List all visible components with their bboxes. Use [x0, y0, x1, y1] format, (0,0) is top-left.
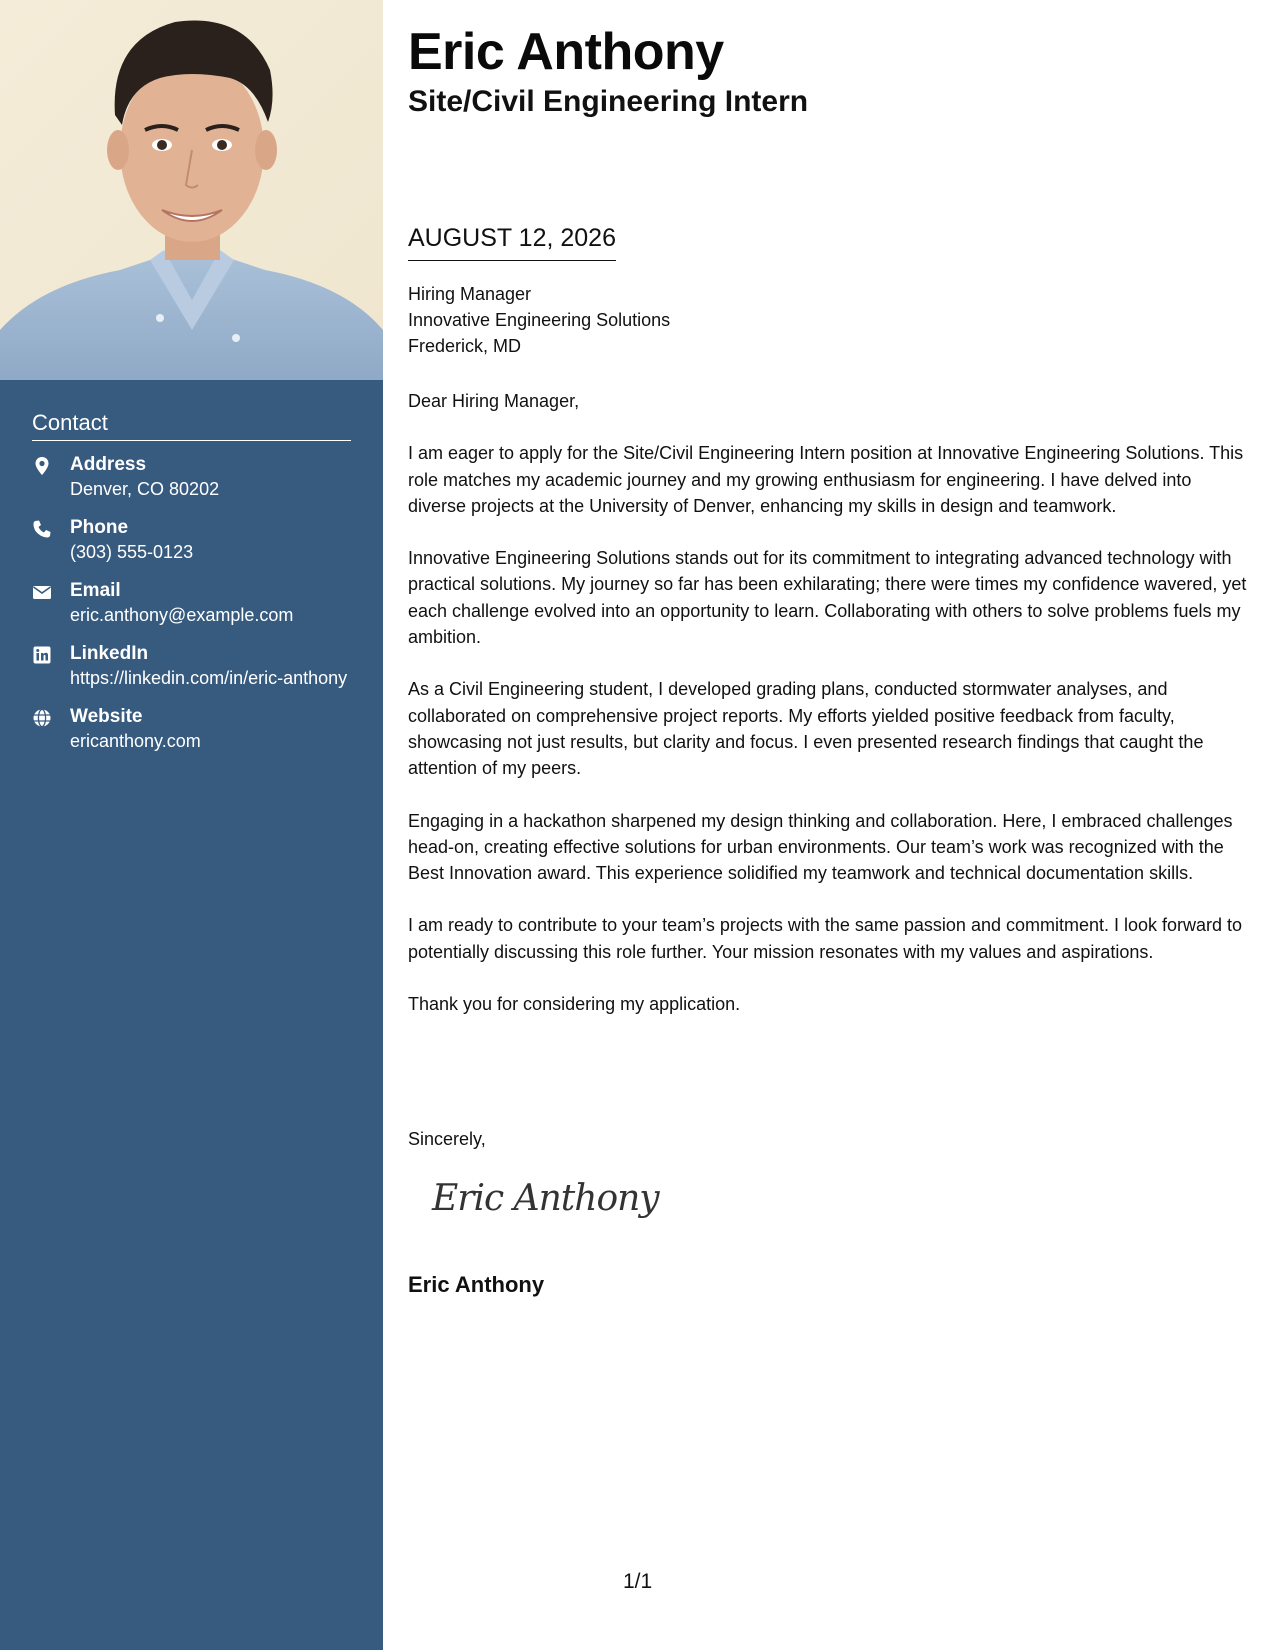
sidebar: [0, 0, 383, 1650]
phone-icon: [32, 516, 70, 564]
linkedin-value[interactable]: https://linkedin.com/in/eric-anthony: [70, 668, 348, 688]
linkedin-label: LinkedIn: [70, 643, 149, 664]
letter-date: AUGUST 12, 2026: [408, 222, 616, 261]
paragraph-5: I am ready to contribute to your team’s projects with the same passion and commitment. I look forward to potentially discussing this role further. Your mission resonates with my values and aspirations.: [408, 915, 1243, 962]
paragraph-3: As a Civil Engineering student, I developed grading plans, conducted stormwater analyses, and collaborated on comprehensive project reports. My efforts yielded positive feedback from faculty, showcasing not just results, but clarity and focus. I even presented research findings that caught the attention of my peers.: [408, 679, 1204, 779]
contact-website: [32, 705, 351, 753]
email-value[interactable]: eric.anthony@example.com: [70, 605, 294, 625]
address-label: Address: [70, 454, 147, 475]
applicant-name: Eric Anthony: [408, 23, 724, 81]
contact-email: [32, 579, 351, 627]
closing: Sincerely,: [408, 1129, 486, 1149]
phone-value[interactable]: (303) 555-0123: [70, 542, 194, 562]
paragraph-2: Innovative Engineering Solutions stands out for its commitment to integrating advanced technology with practical solutions. My journey so far has been exhilarating; there were times my confidence wavered, yet each challenge evolved into an opportunity to learn. Collaborating with others to solve problems fuels my ambition.: [408, 548, 1247, 648]
paragraph-1: I am eager to apply for the Site/Civil Engineering Intern position at Innovative Engineering Solutions. This role matches my academic journey and my growing enthusiasm for engineering. I have delved into diverse projects at the University of Denver, enhancing my skills in design and teamwork.: [408, 443, 1244, 516]
applicant-role: Site/Civil Engineering Intern: [408, 85, 809, 118]
contact-section: [32, 410, 351, 768]
letter-body: [408, 388, 1248, 1043]
contact-address: [32, 453, 351, 501]
location-pin-icon: [32, 453, 70, 501]
envelope-icon: [32, 579, 70, 627]
recipient-company: Innovative Engineering Solutions: [408, 310, 671, 330]
page-number: 1/1: [623, 1570, 653, 1593]
contact-heading: Contact: [32, 410, 351, 441]
paragraph-4: Engaging in a hackathon sharpened my design thinking and collaboration. Here, I embraced challenges head-on, creating effective solutions for urban environments. Our team’s work was recognized with the Best Innovation award. This experience solidified my teamwork and technical documentation skills.: [408, 810, 1233, 884]
phone-label: Phone: [70, 517, 129, 538]
recipient-location: Frederick, MD: [408, 336, 522, 356]
profile-photo: [0, 0, 383, 380]
linkedin-icon: [32, 642, 70, 690]
contact-linkedin: [32, 642, 351, 690]
paragraph-6: Thank you for considering my application.: [408, 994, 741, 1015]
website-label: Website: [70, 706, 143, 727]
contact-phone: [32, 516, 351, 564]
greeting: Dear Hiring Manager,: [408, 391, 580, 411]
address-value: Denver, CO 80202: [70, 479, 220, 499]
handwritten-signature: Eric Anthony: [432, 1178, 659, 1219]
globe-icon: [32, 705, 70, 753]
website-value[interactable]: ericanthony.com: [70, 731, 201, 751]
recipient-block: [408, 281, 670, 359]
recipient-title: Hiring Manager: [408, 284, 532, 304]
email-label: Email: [70, 580, 121, 601]
signer-name: Eric Anthony: [408, 1272, 545, 1297]
